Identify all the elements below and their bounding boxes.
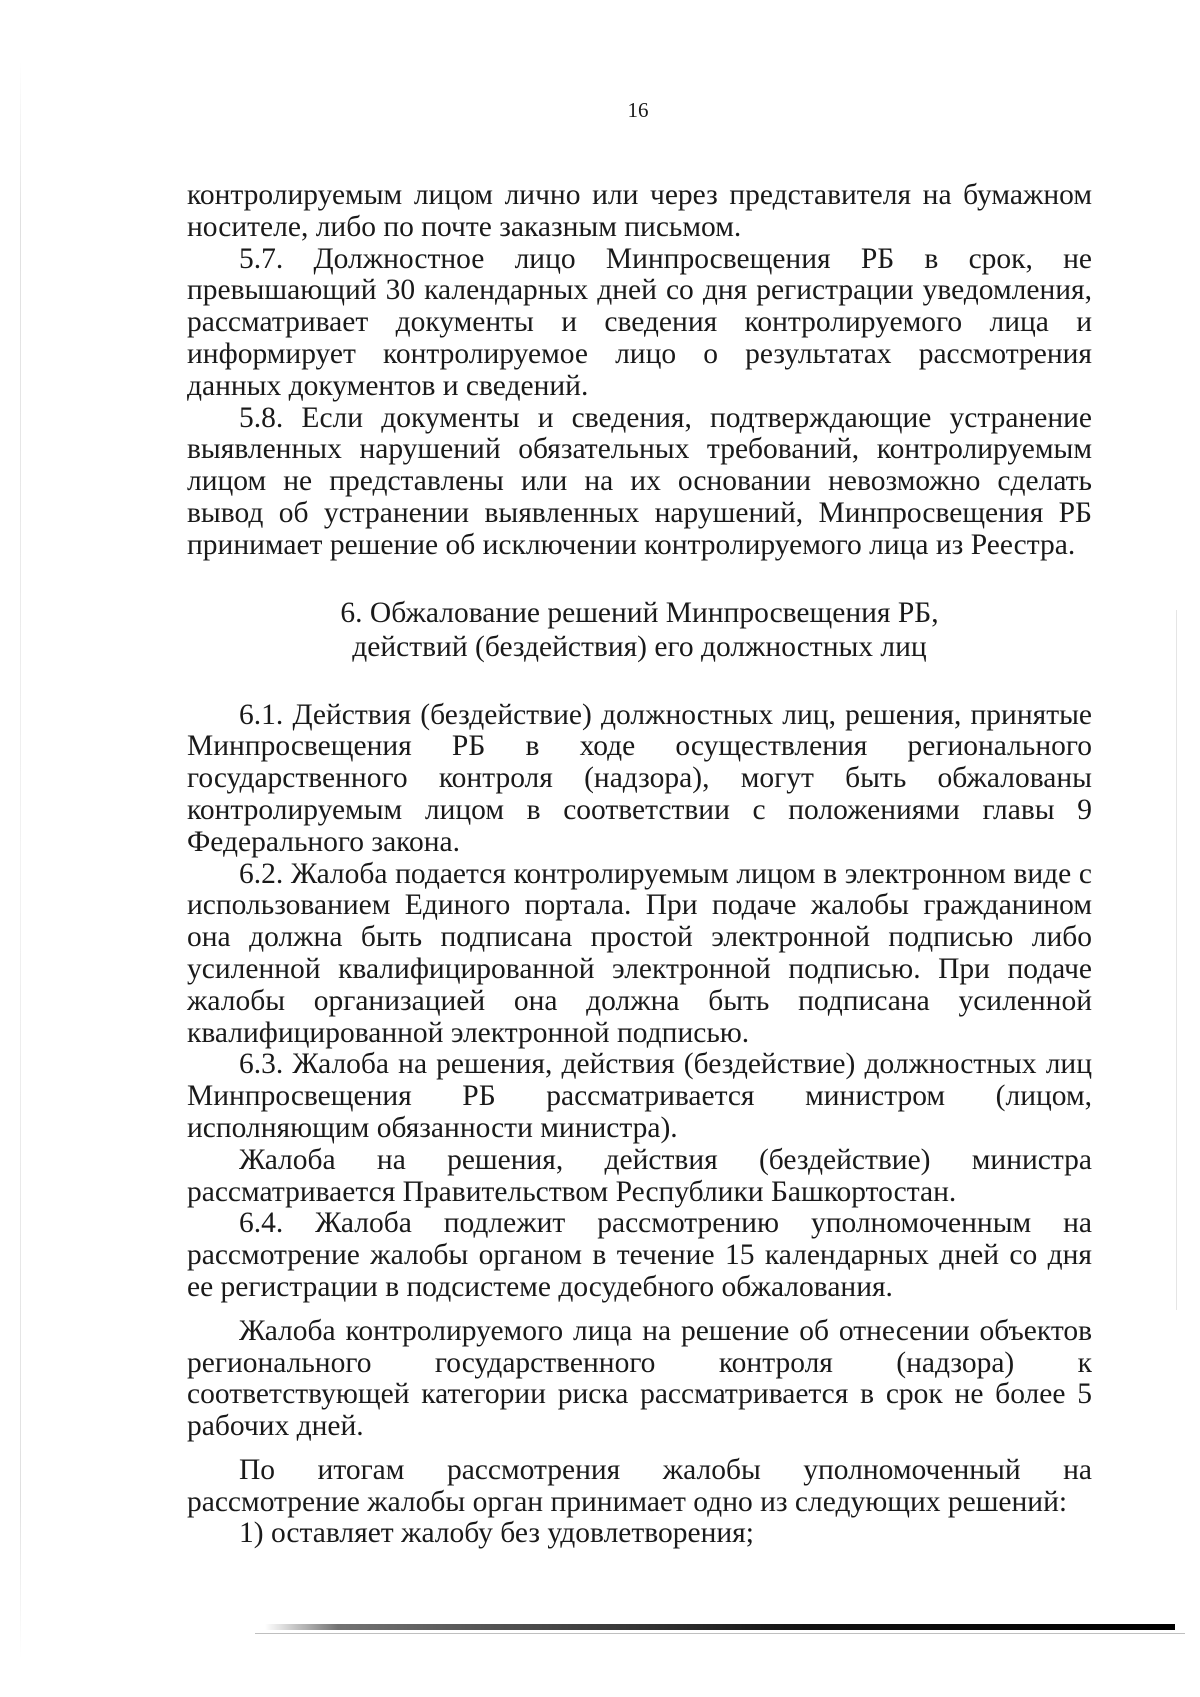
paragraph-6-1: 6.1. Действия (бездействие) должностных лиц, решения, принятые Минпросвещения РБ в ходе осуществления регионального государственного контроля (надзора), могут быть обжалованы контролируемым лицом в соответствии с положениями главы 9 Федерального закона. (187, 698, 1092, 858)
scan-edge-right (1176, 610, 1177, 1310)
bottom-scan-rule-thin (255, 1633, 1185, 1634)
paragraph-6-4: 6.4. Жалоба подлежит рассмотрению уполномоченным на рассмотрение жалобы органом в течение 15 календарных дней со дня ее регистрации в подсистеме досудебного обжалования. (187, 1207, 1092, 1303)
paragraph-6-4-risk-category: Жалоба контролируемого лица на решение об отнесении объектов регионального государственного контроля (надзора) к соответствующей категории риска рассматривается в срок не более 5 рабочих дней. (187, 1314, 1092, 1443)
paragraph-5-8: 5.8. Если документы и сведения, подтверждающие устранение выявленных нарушений обязательных требований, контролируемым лицом не представлены или на их основании невозможно сделать вывод об устранении выявленных нарушений, Минпросвещения РБ принимает решение об исключении контролируемого лица из Реестра. (187, 401, 1092, 561)
paragraph-6-3-minister: Жалоба на решения, действия (бездействие) министра рассматривается Правительством Республики Башкортостан. (187, 1143, 1092, 1208)
scan-edge-left (20, 60, 21, 1660)
section-6-heading-line2: действий (бездействия) его должностных лиц (352, 630, 927, 663)
page-number: 16 (627, 98, 649, 122)
bottom-scan-rule (265, 1624, 1175, 1630)
paragraph-6-3: 6.3. Жалоба на решения, действия (бездействие) должностных лиц Минпросвещения РБ рассматривается министром (лицом, исполняющим обязанности министра). (187, 1048, 1092, 1144)
section-6-heading-line1: 6. Обжалование решений Минпросвещения РБ, (340, 596, 939, 629)
paragraph-6-2: 6.2. Жалоба подается контролируемым лицом в электронном виде с использованием Единого портала. При подаче жалобы гражданином она должна быть подписана простой электронной подписью либо усиленной квалифицированной электронной подписью. При подаче жалобы организацией она должна быть подписана усиленной квалифицированной электронной подписью. (187, 857, 1092, 1049)
list-item-1: 1) оставляет жалобу без удовлетворения; (239, 1517, 754, 1550)
document-body (187, 180, 1092, 1550)
paragraph-continuation: контролируемым лицом лично или через представителя на бумажном носителе, либо по почте заказным письмом. (187, 179, 1092, 243)
section-6-heading (187, 596, 1092, 664)
paragraph-6-4-decisions: По итогам рассмотрения жалобы уполномоченный на рассмотрение жалобы орган принимает одно из следующих решений: (187, 1453, 1092, 1518)
paragraph-5-7: 5.7. Должностное лицо Минпросвещения РБ в срок, не превышающий 30 календарных дней со дня регистрации уведомления, рассматривает документы и сведения контролируемого лица и информирует контролируемое лицо о результатах рассмотрения данных документов и сведений. (187, 242, 1092, 402)
